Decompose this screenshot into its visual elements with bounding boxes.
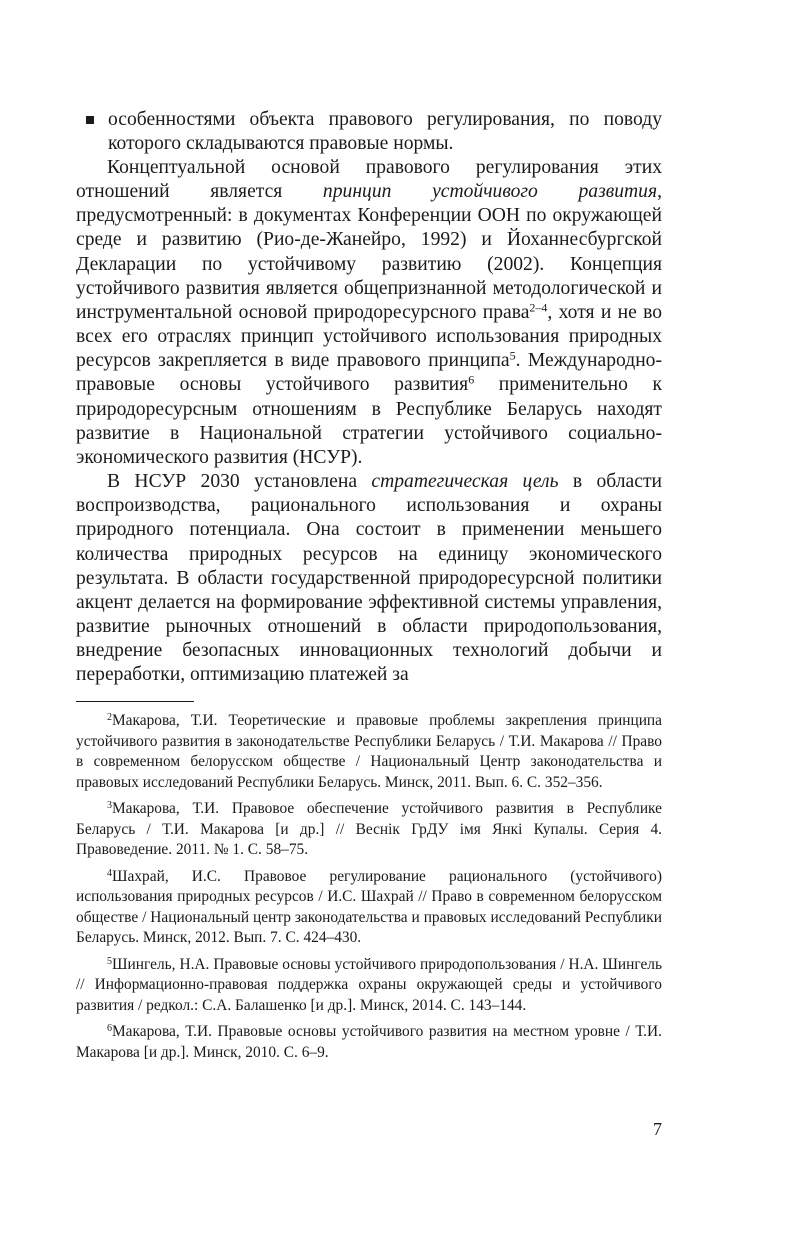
footnote-number: 3 — [107, 800, 112, 812]
para1-text-2: , предусмотренный: в документах Конференции ООН по окружающей среде и развитию (Рио-де-Жанейро, 1992) и Йоханнесбургской Декларации по устойчивому развитию (2002). Концепция устойчивого развития является общепризнанной методологической и инструментальной основой природоресурсного права — [76, 181, 662, 323]
page-body — [76, 108, 662, 1069]
footnote-number: 5 — [107, 955, 112, 967]
footnote-5 — [76, 955, 662, 1017]
footnote-4 — [76, 867, 662, 949]
para1-text-3: , хотя и не во всех его отраслях принцип устойчивого использования природных ресурсов закрепляется в виде правового принципа — [76, 301, 663, 372]
bullet-list-item — [76, 108, 662, 156]
footnote-ref-6: 6 — [468, 372, 475, 387]
paragraph-sustainable-development-principle — [76, 156, 662, 470]
para2-italic-term: стратегическая цель — [371, 471, 559, 493]
footnote-ref-5: 5 — [509, 348, 516, 363]
footnote-number: 6 — [107, 1023, 112, 1035]
footnote-6 — [76, 1022, 662, 1063]
para2-text-2: в области воспроизводства, рационального использования и охраны природного потенциала. Она состоит в применении меньшего количества природных ресурсов на единицу экономического результата. В области государственной природоресурсной политики акцент делается на формирование эффективной системы управления, развитие рыночных отношений в области природопользования, внедрение безопасных инновационных технологий добычи и переработки, оптимизацию платежей за — [76, 471, 662, 686]
para1-text-4: . Международно-правовые основы устойчивого развития — [76, 350, 662, 396]
footnote-text: Макарова, Т.И. Теоретические и правовые проблемы закрепления принципа устойчивого развития в законодательстве Республики Беларусь / Т.И. Макарова // Право в современном белорусском обществе / Национальный Центр законодательства и правовых исследований Республики Беларусь. Минск, 2011. Вып. 6. С. 352–356. — [76, 712, 662, 791]
square-bullet-icon — [86, 116, 94, 124]
footnote-number: 2 — [107, 712, 112, 724]
footnote-number: 4 — [107, 867, 112, 879]
para2-text-1: В НСУР 2030 установлена — [107, 471, 372, 493]
footnote-2 — [76, 711, 662, 793]
paragraph-strategic-goal — [76, 470, 662, 687]
footnote-3 — [76, 799, 662, 861]
bullet-text: особенностями объекта правового регулирования, по поводу которого складываются правовые нормы. — [108, 109, 662, 154]
page-number: 7 — [653, 1119, 662, 1139]
footnote-separator — [76, 701, 194, 702]
footnote-text: Шахрай, И.С. Правовое регулирование рационального (устойчивого) использования природных ресурсов / И.С. Шахрай // Право в современном белорусском обществе / Национальный центр законодательства и правовых исследований Республики Беларусь. Минск, 2012. Вып. 7. С. 424–430. — [76, 867, 662, 947]
footnote-text: Макарова, Т.И. Правовые основы устойчивого развития на местном уровне / Т.И. Макарова [и др.]. Минск, 2010. С. 6–9. — [76, 1023, 662, 1061]
footnotes-section — [76, 711, 662, 1063]
para1-italic-term: принцип устойчивого развития — [322, 181, 658, 203]
footnote-ref-2-4: 2–4 — [529, 300, 548, 315]
footnote-text: Макарова, Т.И. Правовое обеспечение устойчивого развития в Республике Беларусь / Т.И. Макарова [и др.] // Веснік ГрДУ імя Янкі Купалы. Серия 4. Правоведение. 2011. № 1. С. 58–75. — [76, 800, 662, 859]
para1-text-5: применительно к природоресурсным отношениям в Республике Беларусь находят развитие в Национальной стратегии устойчивого социально-экономического развития (НСУР). — [76, 374, 662, 468]
para1-text-1: Концептуальной основой правового регулирования этих отношений является — [76, 157, 662, 203]
footnote-text: Шингель, Н.А. Правовые основы устойчивого природопользования / Н.А. Шингель // Информационно-правовая поддержка охраны окружающей среды и устойчивого развития / редкол.: С.А. Балашенко [и др.]. Минск, 2014. С. 143–144. — [76, 955, 662, 1014]
